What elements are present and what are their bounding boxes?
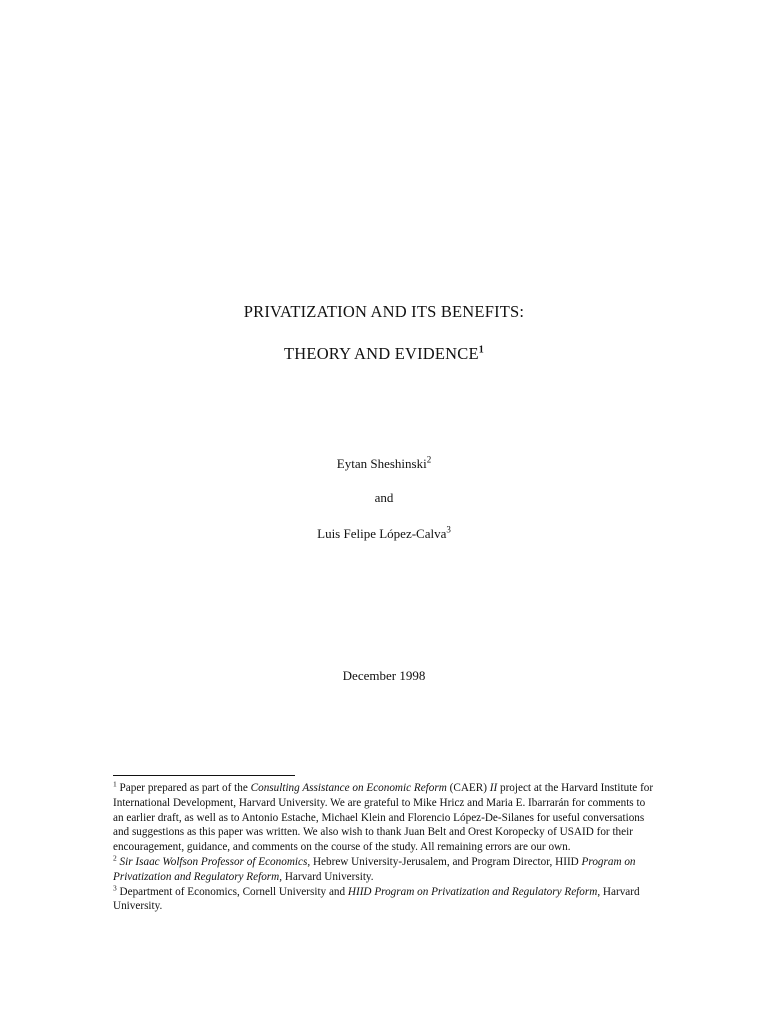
footnote-2-text-a: , Hebrew University-Jerusalem, and Program Director, HIID xyxy=(307,855,582,868)
footnote-1 xyxy=(113,781,658,855)
footnote-1-italic-b: II xyxy=(489,782,498,794)
footnote-2 xyxy=(113,855,658,885)
footnote-separator xyxy=(113,775,295,776)
footnote-1-text-b: (CAER) xyxy=(446,782,490,794)
author-1-footnote-marker[interactable]: 2 xyxy=(426,454,432,465)
author-1-name: Eytan Sheshinski xyxy=(336,456,427,471)
author-2-name: Luis Felipe López-Calva xyxy=(317,526,447,541)
footnote-3-italic-a: HIID Program on Privatization and Regulatory Reform xyxy=(347,885,598,898)
author-2 xyxy=(0,526,768,542)
footnote-3-text-b: , Harvard University. xyxy=(113,885,640,913)
footnotes xyxy=(113,781,658,914)
footnote-2-marker: 2 xyxy=(113,853,117,863)
footnote-1-italic-a: Consulting Assistance on Economic Reform xyxy=(250,782,447,794)
footnote-2-italic-b: Program on Privatization and Regulatory Reform xyxy=(113,855,636,883)
footnote-3 xyxy=(113,882,658,915)
paper-title-line-1: PRIVATIZATION AND ITS BENEFITS: xyxy=(243,302,525,321)
paper-title-line-2-text: THEORY AND EVIDENCE xyxy=(284,344,479,363)
footnote-1-marker: 1 xyxy=(113,779,117,789)
footnote-3-marker: 3 xyxy=(113,882,117,892)
footnote-2-italic-a: Sir Isaac Wolfson Professor of Economics xyxy=(119,855,308,868)
footnote-1-text-a: Paper prepared as part of the xyxy=(116,782,251,794)
footnote-1-text-c: project at the Harvard Institute for International Development, Harvard University. We are grateful to Mike Hricz and Maria E. Ibarrarán for comments to an earlier draft, as well as to Antonio Estache, Michael Klein and Florencio López-De-Silanes for useful conversations and suggestions as this paper was written. We also wish to thank Juan Belt and Orest Koropecky of USAID for their encouragement, guidance, and comments on the course of the study. All remaining errors are our own. xyxy=(113,782,654,854)
author-1 xyxy=(0,456,768,472)
paper-title-line-2 xyxy=(0,344,768,364)
title-footnote-marker[interactable]: 1 xyxy=(478,344,484,356)
footnote-2-text-b: , Harvard University. xyxy=(279,870,374,883)
publication-date: December 1998 xyxy=(342,668,426,683)
footnote-3-text-a: Department of Economics, Cornell University and xyxy=(116,885,348,898)
author-2-footnote-marker[interactable]: 3 xyxy=(446,524,451,535)
author-conjunction: and xyxy=(374,490,394,505)
